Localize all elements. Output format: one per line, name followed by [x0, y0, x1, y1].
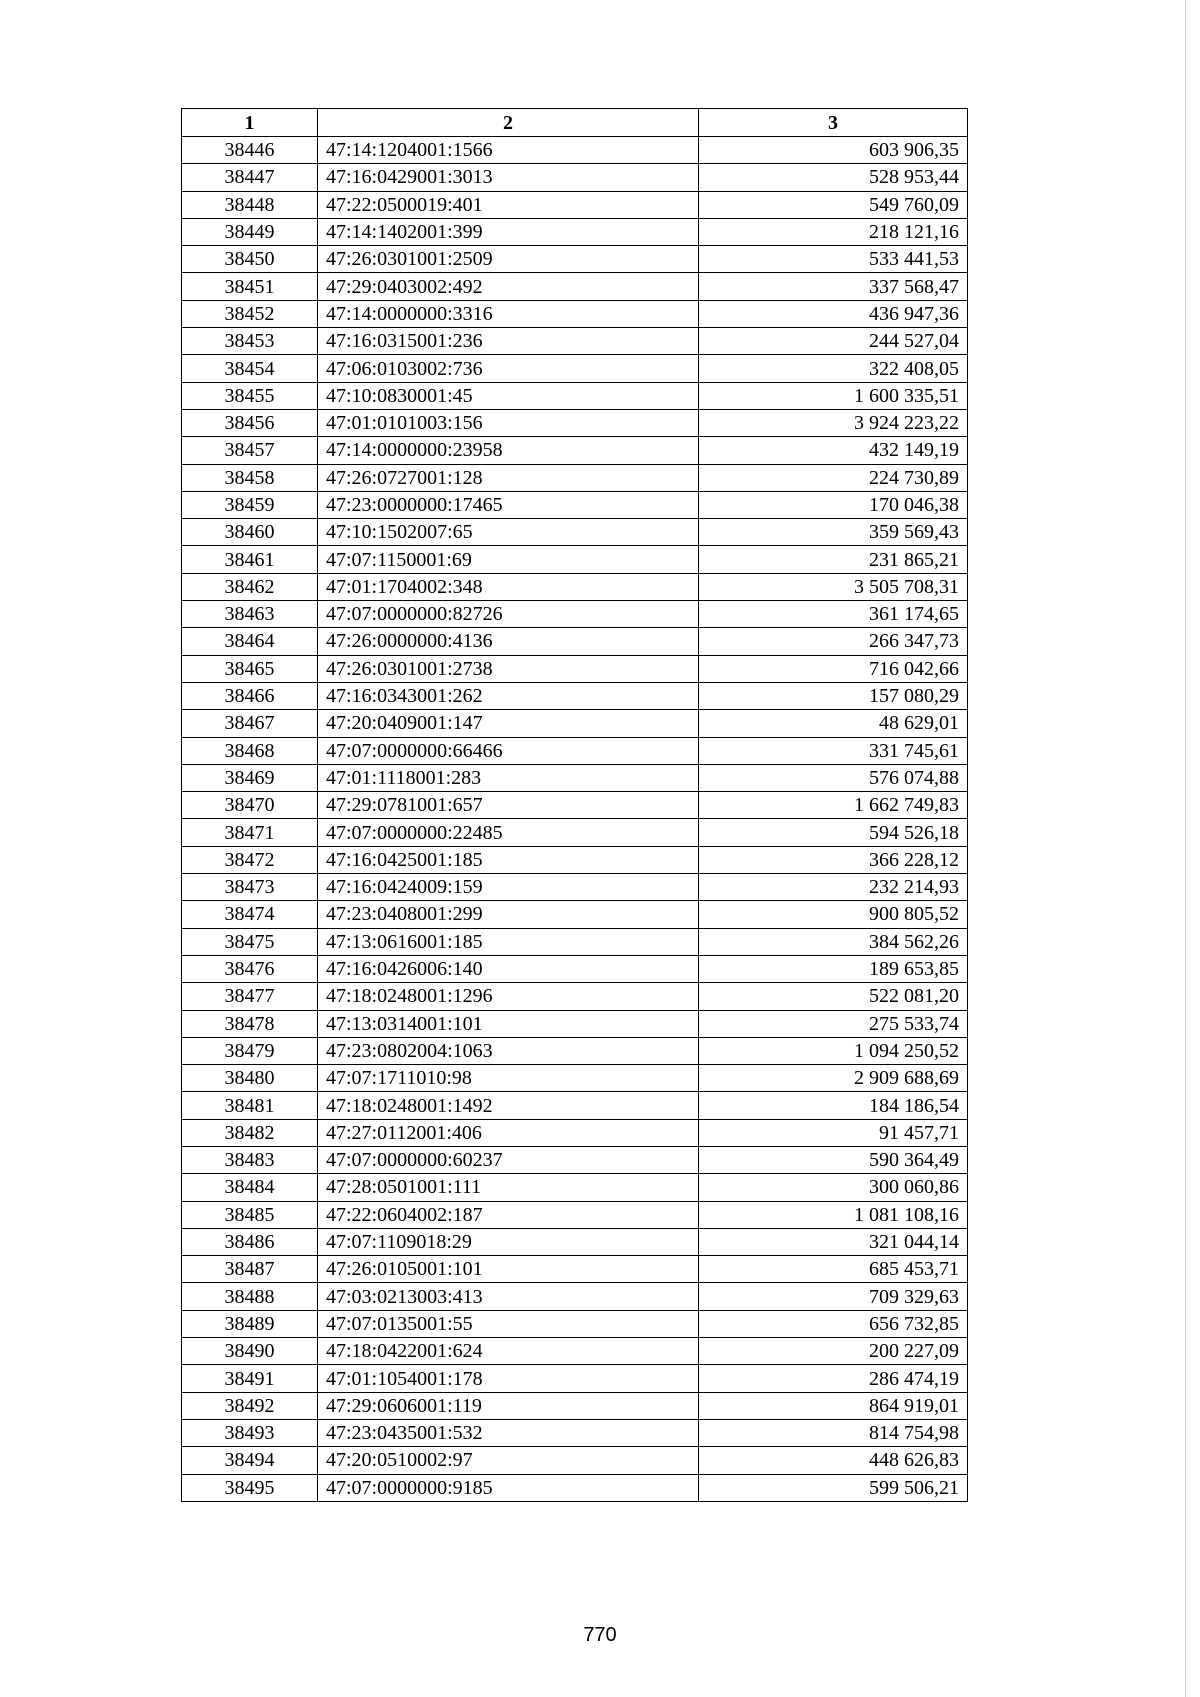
table-row [182, 710, 968, 737]
row-number-cell: 38465 [182, 655, 318, 682]
cadastral-number-cell: 47:10:1502007:65 [318, 519, 699, 546]
table-row [182, 1037, 968, 1064]
table-row [182, 328, 968, 355]
header-col-2: 2 [318, 109, 699, 137]
cadastral-number-cell: 47:27:0112001:406 [318, 1119, 699, 1146]
table-row [182, 409, 968, 436]
cadastral-value-cell: 590 364,49 [699, 1146, 968, 1173]
cadastral-value-cell: 337 568,47 [699, 273, 968, 300]
cadastral-value-cell: 533 441,53 [699, 246, 968, 273]
cadastral-value-cell: 1 600 335,51 [699, 382, 968, 409]
cadastral-number-cell: 47:16:0429001:3013 [318, 164, 699, 191]
cadastral-number-cell: 47:23:0000000:17465 [318, 491, 699, 518]
cadastral-number-cell: 47:07:0000000:60237 [318, 1146, 699, 1173]
cadastral-number-cell: 47:26:0000000:4136 [318, 628, 699, 655]
row-number-cell: 38451 [182, 273, 318, 300]
table-row [182, 819, 968, 846]
cadastral-number-cell: 47:07:1711010:98 [318, 1065, 699, 1092]
cadastral-number-cell: 47:20:0510002:97 [318, 1447, 699, 1474]
cadastral-number-cell: 47:07:1109018:29 [318, 1228, 699, 1255]
cadastral-value-cell: 384 562,26 [699, 928, 968, 955]
row-number-cell: 38481 [182, 1092, 318, 1119]
cadastral-value-cell: 656 732,85 [699, 1310, 968, 1337]
page-number: 770 [583, 1624, 617, 1646]
cadastral-value-cell: 448 626,83 [699, 1447, 968, 1474]
row-number-cell: 38464 [182, 628, 318, 655]
cadastral-value-cell: 91 457,71 [699, 1119, 968, 1146]
table-row [182, 601, 968, 628]
row-number-cell: 38454 [182, 355, 318, 382]
cadastral-number-cell: 47:07:1150001:69 [318, 546, 699, 573]
cadastral-number-cell: 47:16:0315001:236 [318, 328, 699, 355]
header-row [182, 109, 968, 137]
cadastral-number-cell: 47:13:0616001:185 [318, 928, 699, 955]
table-row [182, 764, 968, 791]
row-number-cell: 38492 [182, 1392, 318, 1419]
row-number-cell: 38487 [182, 1256, 318, 1283]
row-number-cell: 38457 [182, 437, 318, 464]
row-number-cell: 38484 [182, 1174, 318, 1201]
cadastral-number-cell: 47:01:1118001:283 [318, 764, 699, 791]
row-number-cell: 38456 [182, 409, 318, 436]
row-number-cell: 38476 [182, 955, 318, 982]
cadastral-value-cell: 522 081,20 [699, 983, 968, 1010]
cadastral-value-cell: 1 094 250,52 [699, 1037, 968, 1064]
cadastral-value-cell: 685 453,71 [699, 1256, 968, 1283]
cadastral-number-cell: 47:07:0000000:82726 [318, 601, 699, 628]
cadastral-value-cell: 218 121,16 [699, 218, 968, 245]
cadastral-number-cell: 47:07:0000000:9185 [318, 1474, 699, 1501]
row-number-cell: 38489 [182, 1310, 318, 1337]
row-number-cell: 38466 [182, 682, 318, 709]
cadastral-value-cell: 1 081 108,16 [699, 1201, 968, 1228]
cadastral-number-cell: 47:01:1704002:348 [318, 573, 699, 600]
cadastral-value-cell: 864 919,01 [699, 1392, 968, 1419]
row-number-cell: 38458 [182, 464, 318, 491]
cadastral-number-cell: 47:26:0105001:101 [318, 1256, 699, 1283]
cadastral-number-cell: 47:16:0424009:159 [318, 874, 699, 901]
table-row [182, 1392, 968, 1419]
row-number-cell: 38455 [182, 382, 318, 409]
cadastral-number-cell: 47:07:0135001:55 [318, 1310, 699, 1337]
table-row [182, 1010, 968, 1037]
cadastral-value-cell: 231 865,21 [699, 546, 968, 573]
row-number-cell: 38462 [182, 573, 318, 600]
table-row [182, 682, 968, 709]
row-number-cell: 38460 [182, 519, 318, 546]
table-row [182, 1338, 968, 1365]
table-row [182, 218, 968, 245]
cadastral-value-cell: 244 527,04 [699, 328, 968, 355]
cadastral-value-cell: 48 629,01 [699, 710, 968, 737]
table-row [182, 437, 968, 464]
table-row [182, 628, 968, 655]
cadastral-value-cell: 170 046,38 [699, 491, 968, 518]
cadastral-number-cell: 47:16:0343001:262 [318, 682, 699, 709]
cadastral-number-cell: 47:23:0802004:1063 [318, 1037, 699, 1064]
row-number-cell: 38448 [182, 191, 318, 218]
table-row [182, 1228, 968, 1255]
page-edge-line [1185, 0, 1186, 1697]
row-number-cell: 38449 [182, 218, 318, 245]
cadastral-number-cell: 47:20:0409001:147 [318, 710, 699, 737]
row-number-cell: 38463 [182, 601, 318, 628]
cadastral-value-cell: 224 730,89 [699, 464, 968, 491]
table-row [182, 955, 968, 982]
row-number-cell: 38479 [182, 1037, 318, 1064]
cadastral-value-cell: 321 044,14 [699, 1228, 968, 1255]
row-number-cell: 38485 [182, 1201, 318, 1228]
table-row [182, 928, 968, 955]
table-row [182, 300, 968, 327]
cadastral-value-cell: 594 526,18 [699, 819, 968, 846]
table-row [182, 1119, 968, 1146]
cadastral-value-cell: 331 745,61 [699, 737, 968, 764]
cadastral-value-cell: 2 909 688,69 [699, 1065, 968, 1092]
row-number-cell: 38486 [182, 1228, 318, 1255]
table-row [182, 573, 968, 600]
row-number-cell: 38473 [182, 874, 318, 901]
cadastral-value-cell: 432 149,19 [699, 437, 968, 464]
table-row [182, 901, 968, 928]
table-row [182, 1201, 968, 1228]
cadastral-number-cell: 47:03:0213003:413 [318, 1283, 699, 1310]
table-row [182, 273, 968, 300]
row-number-cell: 38488 [182, 1283, 318, 1310]
row-number-cell: 38467 [182, 710, 318, 737]
header-col-3: 3 [699, 109, 968, 137]
row-number-cell: 38475 [182, 928, 318, 955]
cadastral-value-cell: 3 505 708,31 [699, 573, 968, 600]
row-number-cell: 38482 [182, 1119, 318, 1146]
cadastral-value-cell: 300 060,86 [699, 1174, 968, 1201]
cadastral-value-cell: 603 906,35 [699, 137, 968, 164]
table-body [182, 137, 968, 1502]
cadastral-number-cell: 47:01:1054001:178 [318, 1365, 699, 1392]
cadastral-number-cell: 47:18:0248001:1492 [318, 1092, 699, 1119]
table-row [182, 874, 968, 901]
table-row [182, 655, 968, 682]
table-row [182, 1283, 968, 1310]
cadastral-number-cell: 47:18:0422001:624 [318, 1338, 699, 1365]
table-row [182, 737, 968, 764]
row-number-cell: 38493 [182, 1419, 318, 1446]
cadastral-number-cell: 47:16:0426006:140 [318, 955, 699, 982]
cadastral-value-cell: 200 227,09 [699, 1338, 968, 1365]
cadastral-value-cell: 599 506,21 [699, 1474, 968, 1501]
row-number-cell: 38490 [182, 1338, 318, 1365]
table-row [182, 1447, 968, 1474]
cadastral-value-cell: 361 174,65 [699, 601, 968, 628]
cadastral-number-cell: 47:01:0101003:156 [318, 409, 699, 436]
cadastral-value-cell: 286 474,19 [699, 1365, 968, 1392]
cadastral-number-cell: 47:29:0606001:119 [318, 1392, 699, 1419]
cadastral-value-table [181, 108, 968, 1502]
cadastral-number-cell: 47:16:0425001:185 [318, 846, 699, 873]
cadastral-number-cell: 47:26:0727001:128 [318, 464, 699, 491]
cadastral-number-cell: 47:07:0000000:22485 [318, 819, 699, 846]
table-row [182, 246, 968, 273]
cadastral-value-cell: 157 080,29 [699, 682, 968, 709]
table-row [182, 1146, 968, 1173]
table-row [182, 1065, 968, 1092]
cadastral-value-cell: 275 533,74 [699, 1010, 968, 1037]
row-number-cell: 38468 [182, 737, 318, 764]
table-row [182, 983, 968, 1010]
cadastral-value-cell: 184 186,54 [699, 1092, 968, 1119]
row-number-cell: 38459 [182, 491, 318, 518]
table-row [182, 1419, 968, 1446]
row-number-cell: 38494 [182, 1447, 318, 1474]
row-number-cell: 38450 [182, 246, 318, 273]
cadastral-value-cell: 716 042,66 [699, 655, 968, 682]
row-number-cell: 38453 [182, 328, 318, 355]
table-row [182, 846, 968, 873]
row-number-cell: 38461 [182, 546, 318, 573]
cadastral-number-cell: 47:07:0000000:66466 [318, 737, 699, 764]
table-row [182, 382, 968, 409]
row-number-cell: 38471 [182, 819, 318, 846]
table-row [182, 1092, 968, 1119]
table-row [182, 137, 968, 164]
cadastral-number-cell: 47:23:0408001:299 [318, 901, 699, 928]
row-number-cell: 38446 [182, 137, 318, 164]
row-number-cell: 38469 [182, 764, 318, 791]
table-header [182, 109, 968, 137]
table-row [182, 164, 968, 191]
cadastral-number-cell: 47:22:0604002:187 [318, 1201, 699, 1228]
table-row [182, 464, 968, 491]
cadastral-number-cell: 47:18:0248001:1296 [318, 983, 699, 1010]
cadastral-number-cell: 47:14:0000000:23958 [318, 437, 699, 464]
cadastral-number-cell: 47:26:0301001:2509 [318, 246, 699, 273]
cadastral-value-cell: 549 760,09 [699, 191, 968, 218]
table-row [182, 546, 968, 573]
table-row [182, 1174, 968, 1201]
cadastral-value-cell: 366 228,12 [699, 846, 968, 873]
row-number-cell: 38452 [182, 300, 318, 327]
cadastral-value-cell: 3 924 223,22 [699, 409, 968, 436]
row-number-cell: 38477 [182, 983, 318, 1010]
cadastral-value-cell: 528 953,44 [699, 164, 968, 191]
table-row [182, 1365, 968, 1392]
cadastral-value-cell: 1 662 749,83 [699, 792, 968, 819]
cadastral-number-cell: 47:10:0830001:45 [318, 382, 699, 409]
cadastral-value-cell: 436 947,36 [699, 300, 968, 327]
cadastral-number-cell: 47:06:0103002:736 [318, 355, 699, 382]
cadastral-value-cell: 900 805,52 [699, 901, 968, 928]
cadastral-number-cell: 47:23:0435001:532 [318, 1419, 699, 1446]
cadastral-value-cell: 189 653,85 [699, 955, 968, 982]
row-number-cell: 38480 [182, 1065, 318, 1092]
table-row [182, 191, 968, 218]
cadastral-number-cell: 47:14:1204001:1566 [318, 137, 699, 164]
row-number-cell: 38470 [182, 792, 318, 819]
table-row [182, 1474, 968, 1501]
cadastral-number-cell: 47:29:0403002:492 [318, 273, 699, 300]
cadastral-value-cell: 322 408,05 [699, 355, 968, 382]
table-row [182, 519, 968, 546]
table-row [182, 355, 968, 382]
row-number-cell: 38483 [182, 1146, 318, 1173]
cadastral-value-cell: 266 347,73 [699, 628, 968, 655]
cadastral-value-cell: 359 569,43 [699, 519, 968, 546]
cadastral-number-cell: 47:28:0501001:111 [318, 1174, 699, 1201]
table-row [182, 1310, 968, 1337]
table-row [182, 491, 968, 518]
cadastral-number-cell: 47:22:0500019:401 [318, 191, 699, 218]
cadastral-value-cell: 709 329,63 [699, 1283, 968, 1310]
cadastral-value-cell: 814 754,98 [699, 1419, 968, 1446]
cadastral-value-cell: 576 074,88 [699, 764, 968, 791]
table-row [182, 1256, 968, 1283]
cadastral-number-cell: 47:26:0301001:2738 [318, 655, 699, 682]
cadastral-value-cell: 232 214,93 [699, 874, 968, 901]
header-col-1: 1 [182, 109, 318, 137]
row-number-cell: 38495 [182, 1474, 318, 1501]
row-number-cell: 38478 [182, 1010, 318, 1037]
cadastral-number-cell: 47:14:1402001:399 [318, 218, 699, 245]
row-number-cell: 38472 [182, 846, 318, 873]
row-number-cell: 38447 [182, 164, 318, 191]
cadastral-number-cell: 47:29:0781001:657 [318, 792, 699, 819]
row-number-cell: 38474 [182, 901, 318, 928]
cadastral-number-cell: 47:14:0000000:3316 [318, 300, 699, 327]
table-row [182, 792, 968, 819]
cadastral-number-cell: 47:13:0314001:101 [318, 1010, 699, 1037]
row-number-cell: 38491 [182, 1365, 318, 1392]
